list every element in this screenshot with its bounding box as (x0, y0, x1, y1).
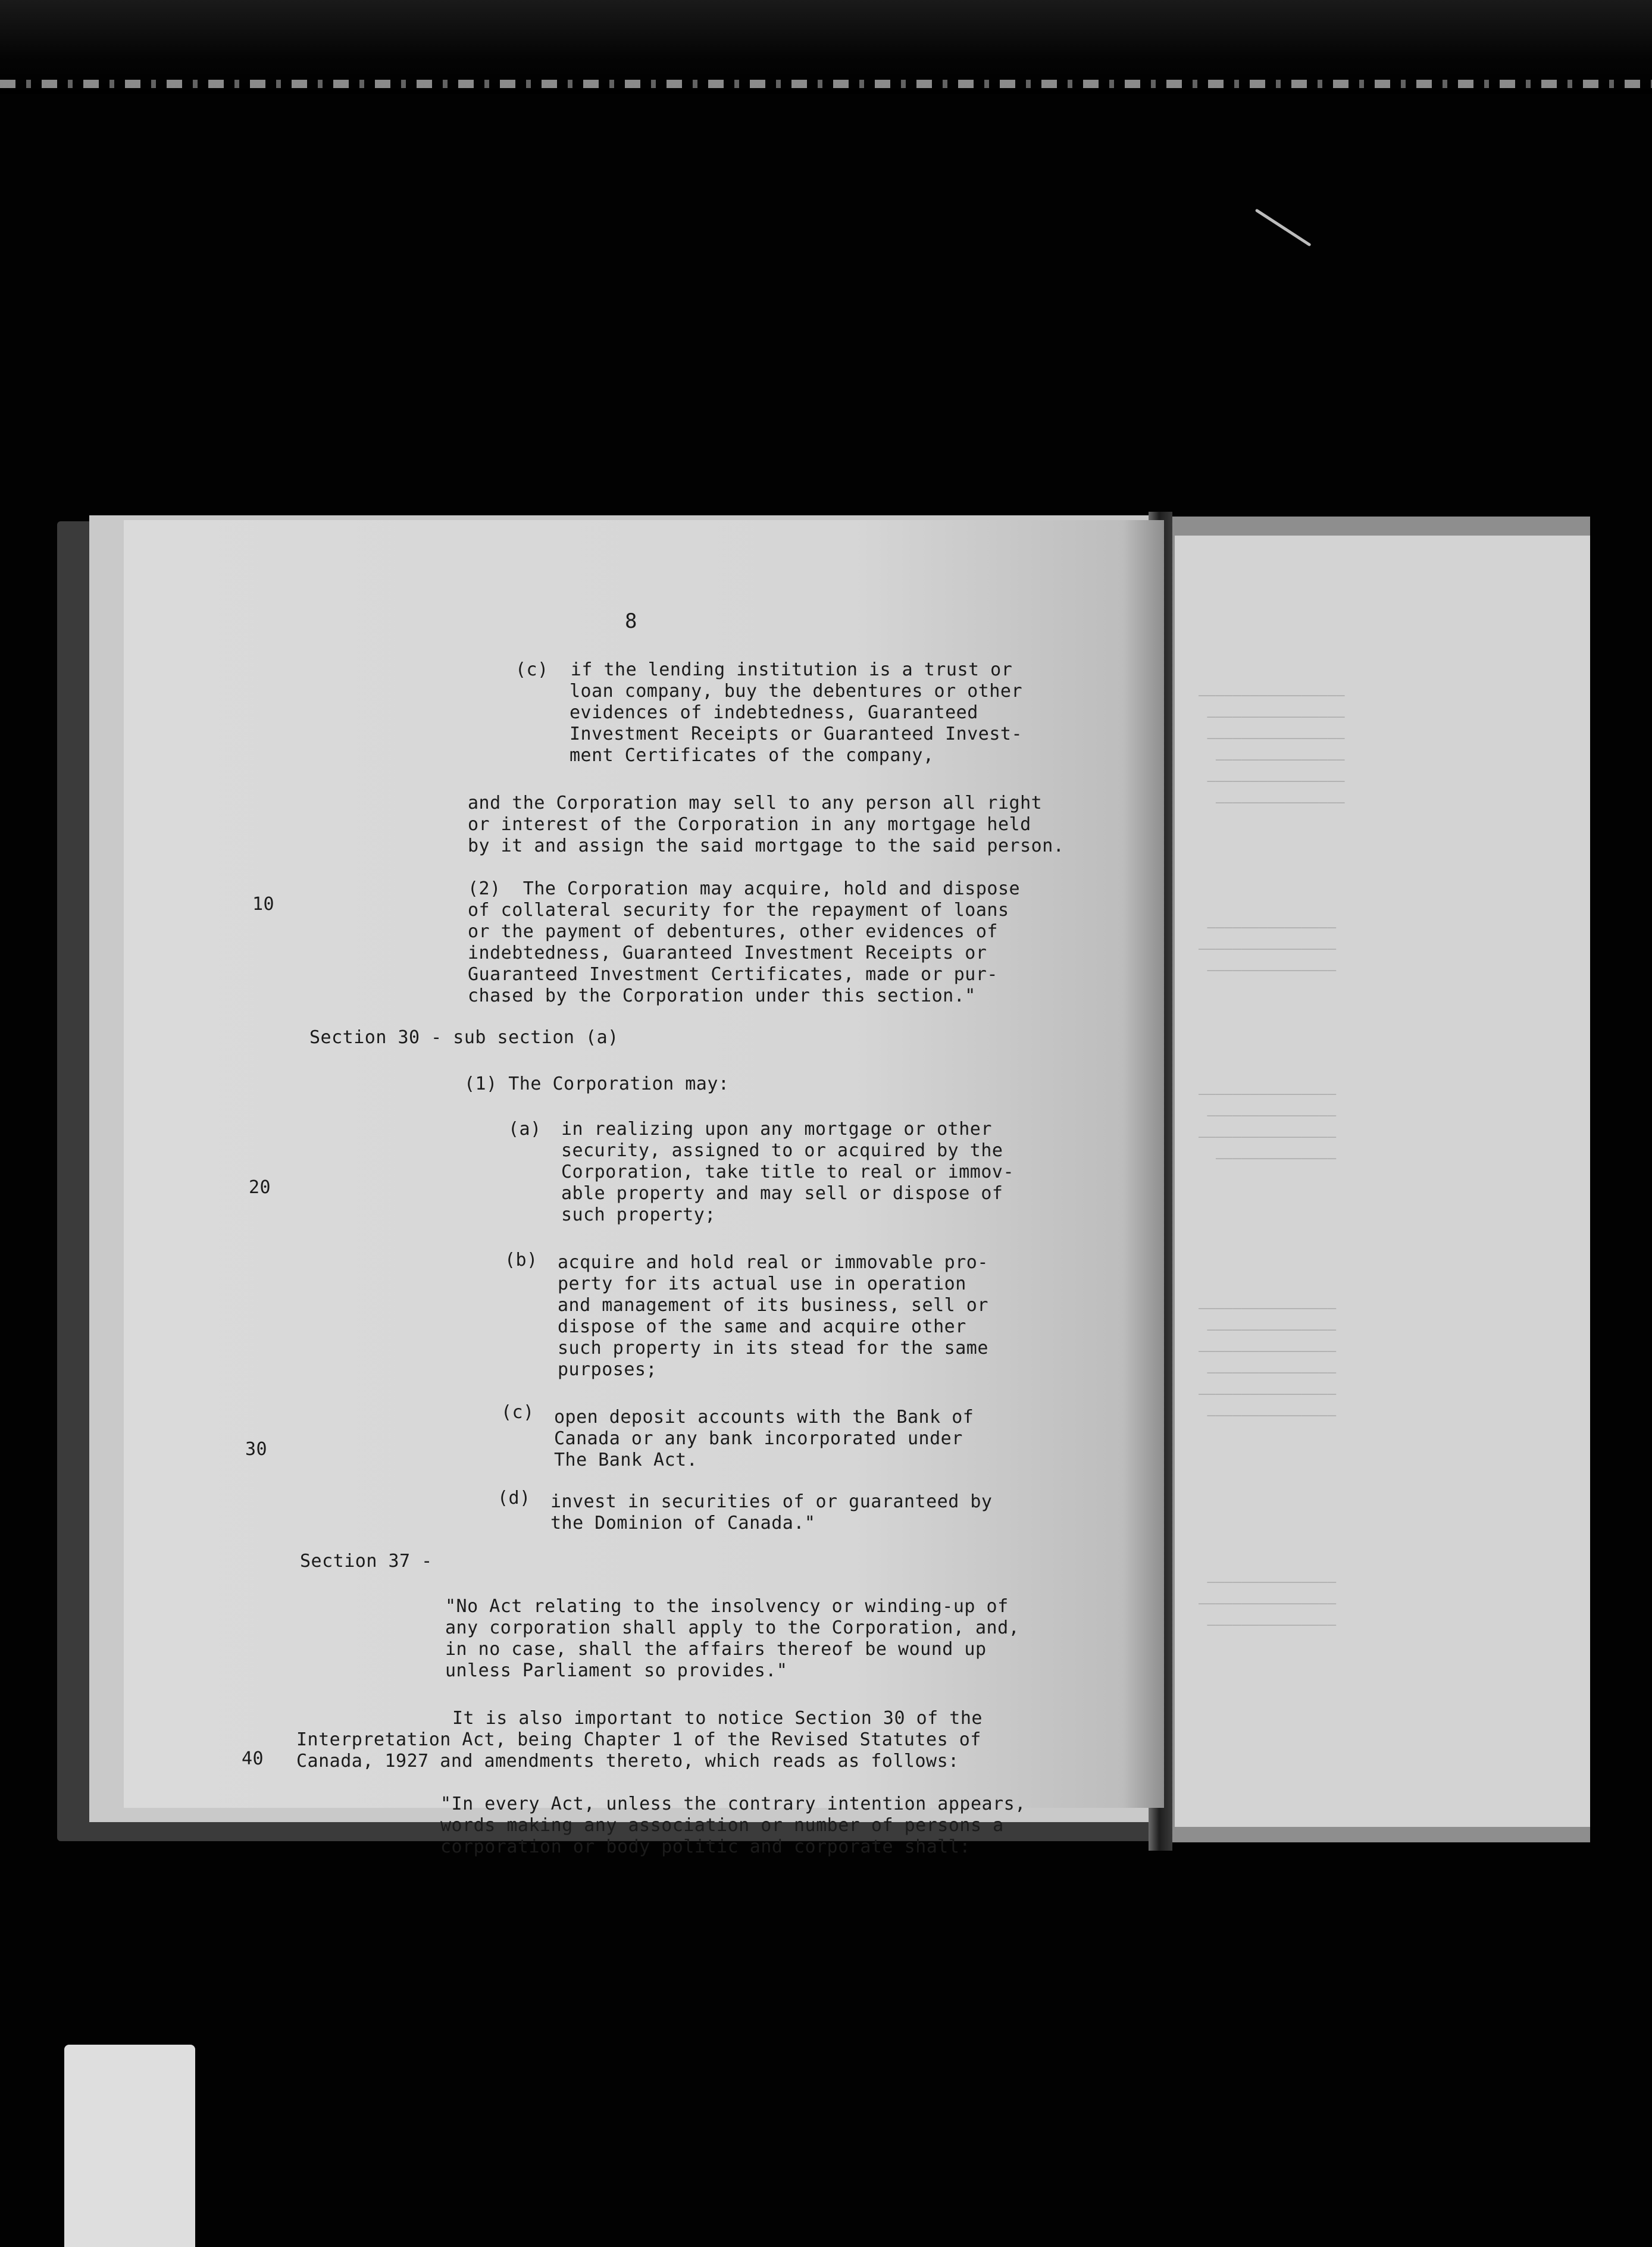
text-line: chased by the Corporation under this section." (468, 985, 976, 1006)
item-label: (b) (505, 1250, 538, 1270)
text-line: Interpretation Act, being Chapter 1 of the Revised Statutes of (296, 1729, 981, 1750)
section-heading: Section 30 - sub section (a) (309, 1027, 619, 1048)
text-line: dispose of the same and acquire other (558, 1316, 966, 1337)
text-line: security, assigned to or acquired by the (561, 1140, 1003, 1161)
margin-line-number: 10 (252, 894, 275, 915)
text-line: able property and may sell or dispose of (561, 1183, 1003, 1204)
margin-line-number: 30 (245, 1439, 268, 1460)
text-line: invest in securities of or guaranteed by (550, 1491, 993, 1512)
text-line: Investment Receipts or Guaranteed Invest- (570, 724, 1023, 744)
text-line: and management of its business, sell or (558, 1295, 988, 1316)
text-line: "In every Act, unless the contrary intention appears, (440, 1794, 1026, 1814)
text-line: (2) The Corporation may acquire, hold and dispose (468, 878, 1021, 899)
text-line: ment Certificates of the company, (570, 745, 934, 766)
text-line: such property in its stead for the same (558, 1338, 988, 1359)
text-line: It is also important to notice Section 30 of the (452, 1708, 983, 1729)
text-line: any corporation shall apply to the Corporation, and, (445, 1617, 1020, 1638)
margin-line-number: 20 (249, 1177, 271, 1198)
text-line: perty for its actual use in operation (558, 1273, 966, 1294)
text-line: Canada or any bank incorporated under (554, 1428, 963, 1449)
text-line: acquire and hold real or immovable pro- (558, 1252, 988, 1273)
film-target-card (64, 2045, 195, 2247)
text-line: "No Act relating to the insolvency or winding-up of (445, 1596, 1009, 1617)
item-label: (c) (501, 1402, 534, 1423)
margin-line-number: 40 (242, 1748, 264, 1769)
text-line: in no case, shall the affairs thereof be wound up (445, 1639, 987, 1660)
text-line: the Dominion of Canada." (550, 1513, 816, 1534)
document-page (124, 520, 1164, 1857)
page-number: 8 (625, 609, 637, 633)
section-heading: Section 37 - (300, 1551, 433, 1572)
text-line: Canada, 1927 and amendments thereto, which reads as follows: (296, 1751, 959, 1772)
text-line: (c) if the lending institution is a trust or (515, 659, 1013, 680)
text-line: Guaranteed Investment Certificates, made or pur- (468, 964, 998, 985)
text-line: unless Parliament so provides." (445, 1660, 788, 1681)
film-scratch (1255, 208, 1312, 246)
right-page-blank: ————————————————— ———————————————— ———————————————— ——————————————— ———————————————— ——————————————— ——————————————— ———————————————— ——————————————— ———————————————— ——————————————— ———————————————— —————————————— ———————————————— ——————————————— ———————————————— ——————————————— ———————————————— ——————————————— ——————————————— ———————————————— ——————————————— (1175, 536, 1590, 1827)
text-line: corporation or body politic and corporate shall: (440, 1836, 971, 1857)
text-line: such property; (561, 1204, 716, 1225)
text-line: open deposit accounts with the Bank of (554, 1407, 974, 1428)
text-line: words making any association or number of persons a (440, 1815, 1004, 1836)
text-line: or the payment of debentures, other evidences of (468, 921, 998, 942)
text-line: The Bank Act. (554, 1450, 698, 1470)
text-line: in realizing upon any mortgage or other (561, 1119, 992, 1140)
film-strip-border (0, 0, 1652, 94)
text-line: evidences of indebtedness, Guaranteed (570, 702, 978, 723)
text-line: (1) The Corporation may: (464, 1074, 730, 1094)
text-line: or interest of the Corporation in any mortgage held (468, 814, 1031, 835)
text-line: and the Corporation may sell to any person all right (468, 793, 1043, 813)
text-line: of collateral security for the repayment of loans (468, 900, 1009, 921)
text-line: Corporation, take title to real or immov- (561, 1162, 1015, 1182)
text-line: indebtedness, Guaranteed Investment Receipts or (468, 943, 987, 963)
text-line: loan company, buy the debentures or other (570, 681, 1023, 702)
item-label: (a) (508, 1119, 542, 1140)
item-label: (d) (498, 1488, 531, 1509)
text-line: by it and assign the said mortgage to the said person. (468, 835, 1065, 856)
text-line: purposes; (558, 1359, 658, 1380)
